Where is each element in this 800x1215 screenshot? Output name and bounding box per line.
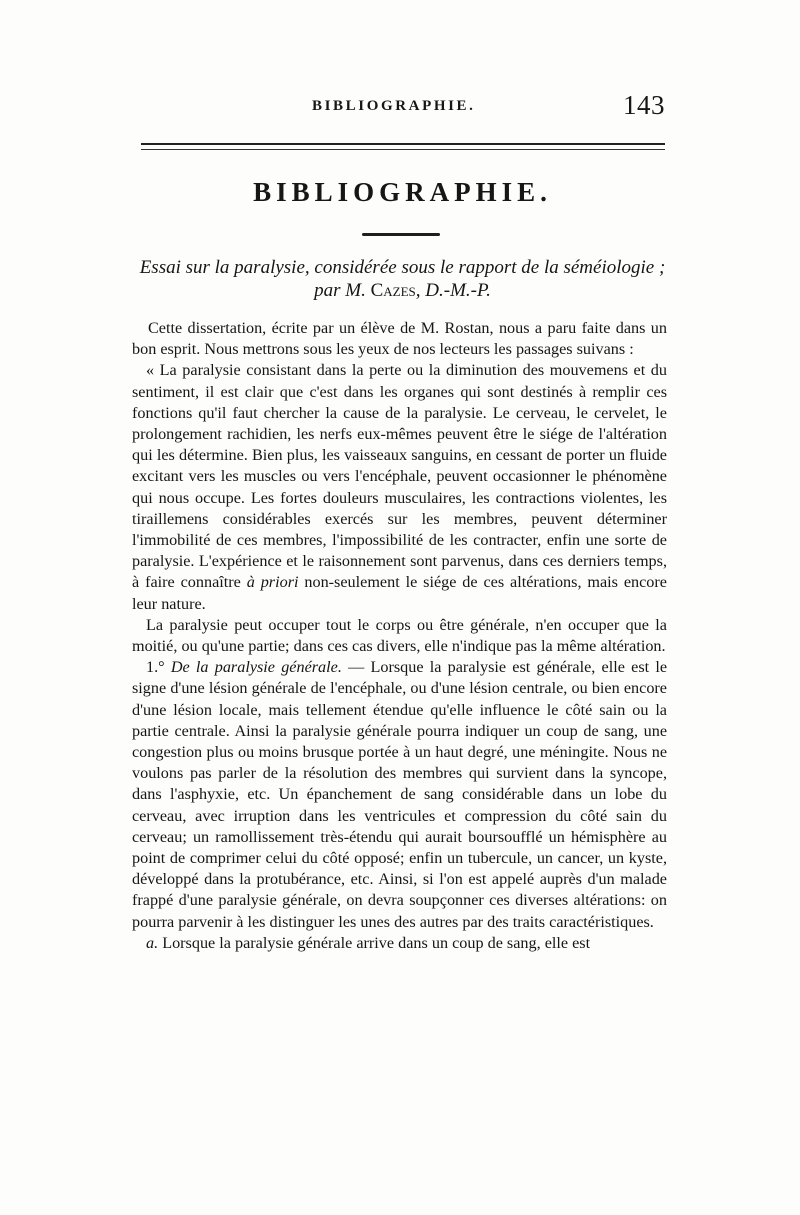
- title-ornament-rule: [362, 233, 440, 236]
- article-author: Cazes: [370, 280, 416, 301]
- paragraph-paralysie-generale: [132, 657, 667, 933]
- page-number: 143: [623, 90, 665, 120]
- section-title: BIBLIOGRAPHIE.: [253, 177, 552, 207]
- article-title-suffix: , D.-M.-P.: [415, 280, 491, 301]
- running-head: [140, 92, 665, 126]
- item-letter: a.: [146, 933, 159, 952]
- header-double-rule: [141, 143, 665, 153]
- section-number: 1.°: [146, 658, 165, 677]
- paragraph-intro: Cette dissertation, écrite par un élève de M. Rostan, nous a paru faite dans un bon esprit. Nous mettrons sous les yeux de nos lecteurs les passages suivans :: [132, 319, 667, 359]
- paragraph-paralysie-generale-text: — Lorsque la paralysie est générale, elle est le signe d'une lésion générale de l'encéphale, ou d'une lésion centrale, ou bien encore d'une lésion locale, mais tellement étendue qu'elle influence le côté sain ou la partie centrale. Ainsi la paralysie générale pourra indiquer un coup de sang, une congestion plus ou moins brusque portée à un haut degré, une méningite. Nous ne voulons pas parler de la résolution des membres qui survient dans la syncope, dans l'asphyxie, etc. Un épanchement de sang considérable dans un lobe du cerveau, avec irruption dans les ventricules et compression du côté sain du cerveau; un ramollissement très-étendu qui aurait boursoufflé un hémisphère au point de comprimer celui du côté opposé; enfin un tubercule, un cancer, un kyste, développé dans la protubérance, etc. Ainsi, si l'on est appelé auprès d'un malade frappé d'une paralysie générale, on devra soupçonner ces diverses altérations: on pourra parvenir à les distinguer les unes des autres par des traits caractéristiques.: [132, 658, 668, 931]
- article-title-line1: Essai sur la paralysie, considérée sous le rapport de la séméiologie ;: [139, 257, 666, 278]
- header-rule-thick: [141, 143, 665, 145]
- article-title-prefix: par M.: [314, 280, 366, 301]
- article-title-line2: [130, 279, 675, 302]
- body-text: [132, 318, 667, 954]
- paragraph-quote: [132, 360, 667, 614]
- article-title: [130, 256, 675, 302]
- paragraph-coup-de-sang: [132, 933, 667, 954]
- running-title: BIBLIOGRAPHIE.: [312, 98, 476, 114]
- paragraph-quote-text: « La paralysie consistant dans la perte ou la diminution des mouvemens et du sentiment, il est clair que c'est dans les organes qui sont destinés à remplir ces fonctions qu'il faut chercher la cause de la paralysie. Le cerveau, le cervelet, le prolongement rachidien, les nerfs eux-mêmes peuvent être le siége de l'altération qui les détermine. Bien plus, les vaisseaux sanguins, en cessant de porter un fluide excitant vers les muscles ou vers l'encéphale, peuvent occasionner le phénomène qui nous occupe. Les fortes douleurs musculaires, les contractions violentes, les tiraillemens considérables exercés sur les membres, peuvent déterminer l'immobilité de ces membres, l'impossibilité de les contracter, enfin une sorte de paralysie. L'expérience et le raisonnement sont parvenus, dans ces derniers temps, à faire connaître: [132, 361, 667, 592]
- paragraph-quote-italic: à priori: [246, 573, 299, 592]
- paragraph-coup-de-sang-text: Lorsque la paralysie générale arrive dans un coup de sang, elle est: [162, 933, 591, 952]
- header-rule-thin: [141, 149, 665, 150]
- section-heading: De la paralysie générale.: [170, 658, 342, 677]
- paragraph-paralysie-etendue: La paralysie peut occuper tout le corps ou être générale, n'en occuper que la moitié, ou qu'une partie; dans ces cas divers, elle n'indique pas la même altération.: [132, 615, 667, 656]
- paragraph-quote-end: non-seulement le siége de ces altérations, mais encore leur nature.: [132, 573, 667, 613]
